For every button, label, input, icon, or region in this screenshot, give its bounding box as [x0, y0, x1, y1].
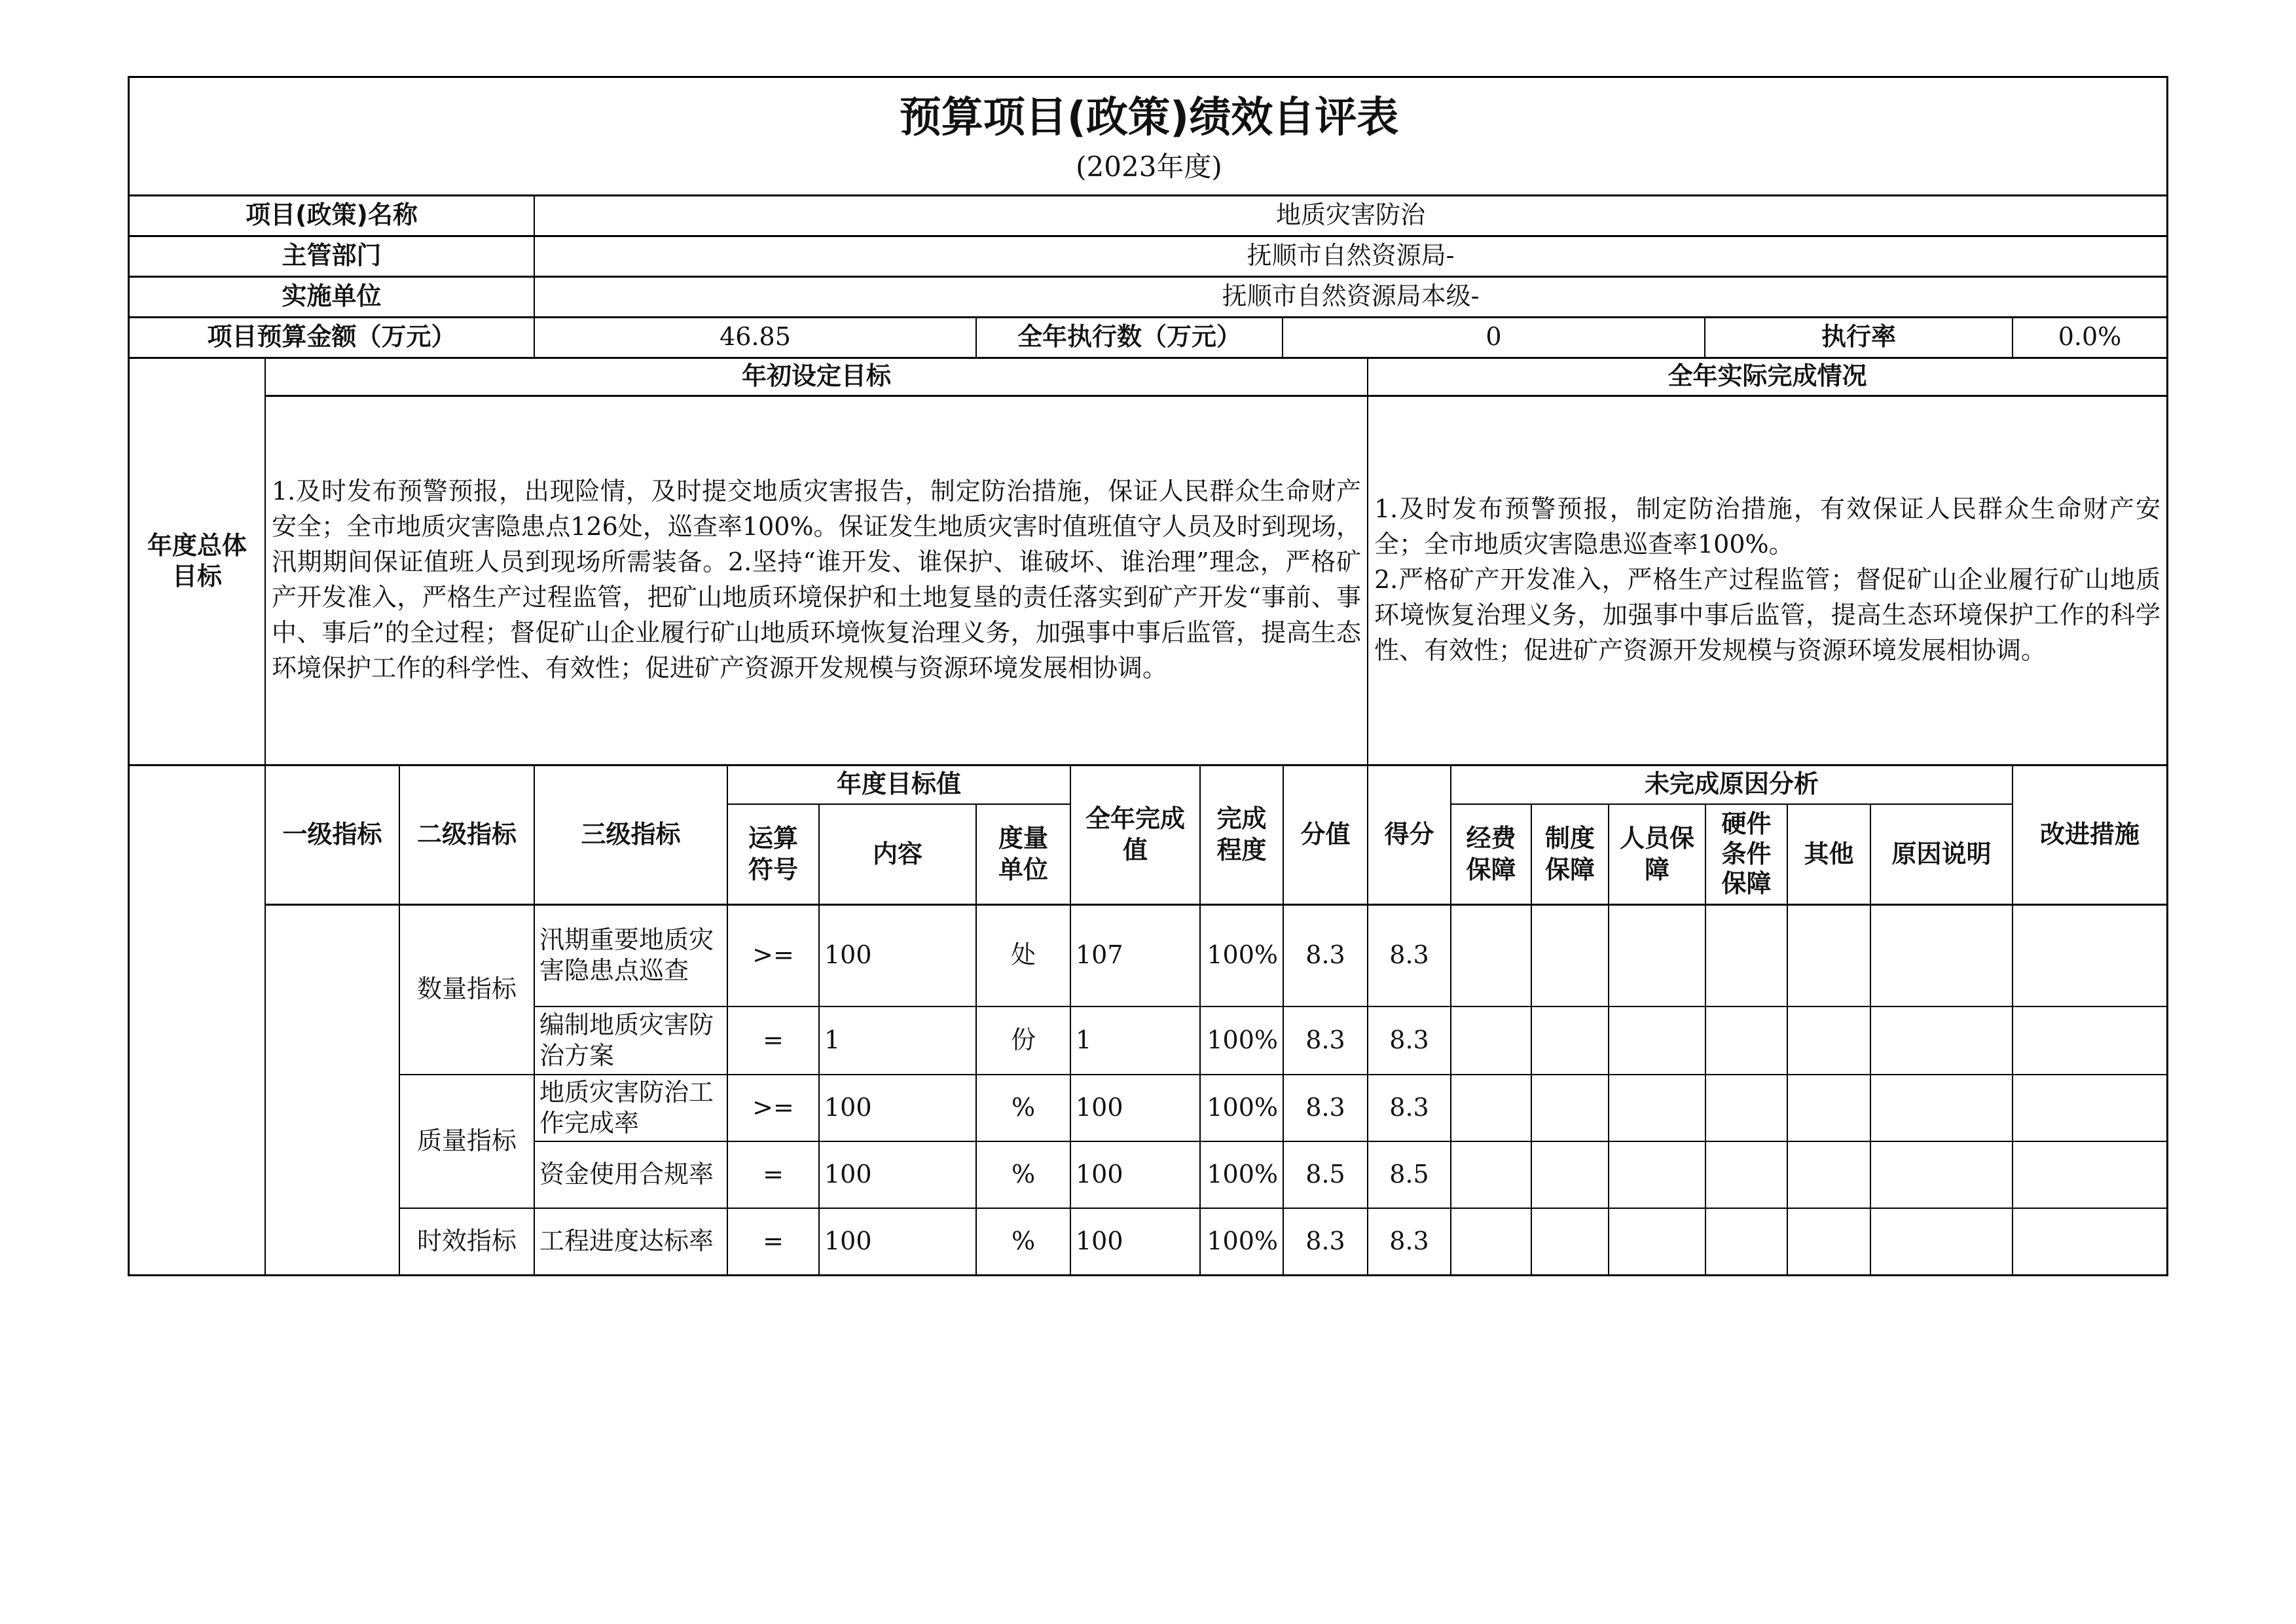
table-row-actual: 100 — [1076, 1160, 1123, 1189]
table-row-operator: = — [763, 1025, 784, 1055]
grid-line — [128, 235, 2168, 237]
grid-line — [128, 316, 2168, 318]
goals-section-label: 年度总体目标 — [147, 530, 247, 591]
table-row-content: 100 — [824, 1160, 872, 1189]
grid-line — [1367, 358, 1368, 1276]
table-row-score: 8.3 — [1305, 1093, 1345, 1122]
category-timeliness: 时效指标 — [416, 1227, 517, 1256]
table-row-name: 工程进度达标率 — [539, 1227, 714, 1256]
table-row-got: 8.3 — [1389, 1227, 1429, 1256]
table-row-got: 8.3 — [1389, 940, 1429, 970]
grid-line — [2012, 317, 2013, 358]
explain-header: 原因说明 — [1891, 839, 1992, 868]
unit-header: 度量单位 — [998, 824, 1048, 884]
rate-value: 0.0% — [2058, 322, 2122, 352]
table-row-unit: % — [1011, 1093, 1036, 1122]
grid-line — [534, 765, 535, 1276]
table-row-actual: 1 — [1076, 1025, 1092, 1055]
grid-line — [2012, 765, 2013, 1276]
project-name-value: 地质灾害防治 — [1275, 200, 1425, 230]
table-row-content: 1 — [824, 1025, 841, 1055]
grid-line — [1451, 803, 2013, 805]
category-quantity: 数量指标 — [416, 974, 517, 1004]
table-row-unit: 处 — [1010, 940, 1036, 970]
exec-label: 全年执行数（万元） — [1017, 322, 1241, 352]
grid-line — [1704, 317, 1705, 358]
grid-line — [975, 804, 977, 1276]
table-row-content: 100 — [824, 940, 872, 970]
grid-line — [727, 803, 1070, 805]
initial-goal-text: 1.及时发布预警预报，出现险情，及时提交地质灾害报告，制定防治措施，保证人民群众生命财产安全；全市地质灾害隐患点126处，巡查率100%。保证发生地质灾害时值班值守人员及时到现场，汛期期间保证值班人员到现场所需装备。2.坚持“谁开发、谁保护、谁破坏、谁治理”理念，严格矿产开发准入，严格生产过程监管，把矿山地质环境保护和土地复垦的责任落实到矿产开发“事前、事中、事后”的全过程；督促矿山企业履行矿山地质环境恢复治理义务，加强事中事后监管，提高生态环境保护工作的科学性、有效性；促进矿产资源开发规模与资源环境发展相协调。 — [272, 477, 1361, 682]
table-row-operator: = — [763, 1160, 784, 1189]
grid-line — [1787, 804, 1788, 1276]
page-title: 预算项目(政策)绩效自评表 — [899, 94, 1399, 142]
table-row-name: 编制地质灾害防治方案 — [539, 1010, 714, 1070]
grid-line — [128, 194, 2168, 196]
grid-line — [975, 317, 977, 358]
table-row-score: 8.3 — [1305, 940, 1345, 970]
grid-line — [1199, 765, 1201, 1276]
grid-line — [1531, 804, 1532, 1276]
project-name-label: 项目(政策)名称 — [246, 200, 418, 230]
table-row-actual: 100 — [1076, 1227, 1123, 1256]
actual-goal-header: 全年实际完成情况 — [1667, 361, 1867, 391]
table-row-actual: 107 — [1076, 940, 1123, 970]
got-header: 得分 — [1384, 819, 1434, 849]
grid-line — [1070, 765, 1071, 1276]
improve-header: 改进措施 — [2039, 819, 2140, 849]
table-row-score: 8.3 — [1305, 1025, 1345, 1055]
grid-line — [1283, 765, 1284, 1276]
table-row-got: 8.5 — [1389, 1160, 1429, 1189]
grid-line — [128, 357, 2168, 359]
unit-value: 抚顺市自然资源局本级- — [1222, 282, 1480, 311]
level2-header: 二级指标 — [416, 819, 517, 849]
table-row-name: 地质灾害防治工作完成率 — [539, 1077, 714, 1137]
exec-value: 0 — [1485, 322, 1502, 352]
other-header: 其他 — [1804, 839, 1854, 868]
table-row-got: 8.3 — [1389, 1093, 1429, 1122]
grid-line — [128, 1274, 2168, 1276]
grid-line — [128, 76, 130, 1276]
table-row-content: 100 — [824, 1227, 872, 1256]
page-subtitle: (2023年度) — [1076, 150, 1222, 183]
grid-line — [264, 358, 266, 1276]
grid-line — [727, 765, 728, 1276]
unit-label: 实施单位 — [282, 282, 382, 311]
table-row-unit: % — [1011, 1227, 1036, 1256]
degree-header: 完成程度 — [1216, 804, 1267, 864]
grid-line — [534, 195, 535, 358]
operator-header: 运算符号 — [748, 824, 798, 884]
grid-line — [2166, 76, 2168, 1276]
table-row-degree: 100% — [1207, 1160, 1278, 1189]
reason-group-header: 未完成原因分析 — [1644, 769, 1819, 799]
grid-line — [265, 395, 2168, 397]
table-row-operator: >= — [752, 940, 794, 970]
dept-value: 抚顺市自然资源局- — [1247, 241, 1455, 270]
score-header: 分值 — [1300, 819, 1351, 849]
system-header: 制度保障 — [1544, 824, 1595, 884]
level3-header: 三级指标 — [581, 819, 681, 849]
table-row-degree: 100% — [1207, 940, 1278, 970]
grid-line — [534, 1006, 2168, 1007]
initial-goal-header: 年初设定目标 — [741, 361, 891, 391]
grid-line — [1608, 804, 1609, 1276]
budget-label: 项目预算金额（万元） — [207, 322, 456, 352]
rate-label: 执行率 — [1821, 322, 1896, 352]
table-row-unit: 份 — [1010, 1025, 1036, 1055]
grid-line — [1282, 317, 1283, 358]
table-row-operator: = — [763, 1227, 784, 1256]
content-header: 内容 — [872, 839, 922, 868]
grid-line — [818, 804, 820, 1276]
table-row-unit: % — [1011, 1160, 1036, 1189]
table-row-degree: 100% — [1207, 1227, 1278, 1256]
table-row-score: 8.3 — [1305, 1227, 1345, 1256]
grid-line — [128, 276, 2168, 278]
target-group-header: 年度目标值 — [836, 769, 961, 799]
level1-header: 一级指标 — [282, 819, 382, 849]
table-row-degree: 100% — [1207, 1093, 1278, 1122]
grid-line — [128, 76, 2168, 78]
staff-header: 人员保障 — [1619, 824, 1694, 884]
actual-header: 全年完成值 — [1085, 804, 1185, 864]
table-row-degree: 100% — [1207, 1025, 1278, 1055]
table-row-name: 汛期重要地质灾害隐患点巡查 — [539, 925, 714, 985]
grid-line — [1450, 765, 1451, 1276]
grid-line — [128, 764, 2168, 766]
table-row-content: 100 — [824, 1093, 872, 1122]
funding-header: 经费保障 — [1466, 824, 1516, 884]
budget-value: 46.85 — [720, 322, 791, 352]
table-row-actual: 100 — [1076, 1093, 1123, 1122]
table-row-score: 8.5 — [1305, 1160, 1345, 1189]
actual-goal-text: 1.及时发布预警预报，制定防治措施，有效保证人民群众生命财产安全；全市地质灾害隐患巡查率100%。 2.严格矿产开发准入，严格生产过程监管；督促矿山企业履行矿山地质环境恢复治理义务，加强事中事后监管，提高生态环境保护工作的科学性、有效性；促进矿产资源开发规模与资源环境发展相协调。 — [1374, 494, 2160, 665]
grid-line — [534, 1141, 2168, 1142]
grid-line — [265, 904, 2168, 906]
hardware-header: 硬件条件保障 — [1721, 809, 1772, 898]
grid-line — [399, 765, 400, 1276]
dept-label: 主管部门 — [282, 241, 382, 270]
table-row-operator: >= — [752, 1093, 794, 1122]
grid-line — [1870, 804, 1871, 1276]
table-row-name: 资金使用合规率 — [539, 1160, 714, 1189]
grid-line — [1705, 804, 1706, 1276]
table-row-got: 8.3 — [1389, 1025, 1429, 1055]
category-quality: 质量指标 — [416, 1126, 517, 1156]
